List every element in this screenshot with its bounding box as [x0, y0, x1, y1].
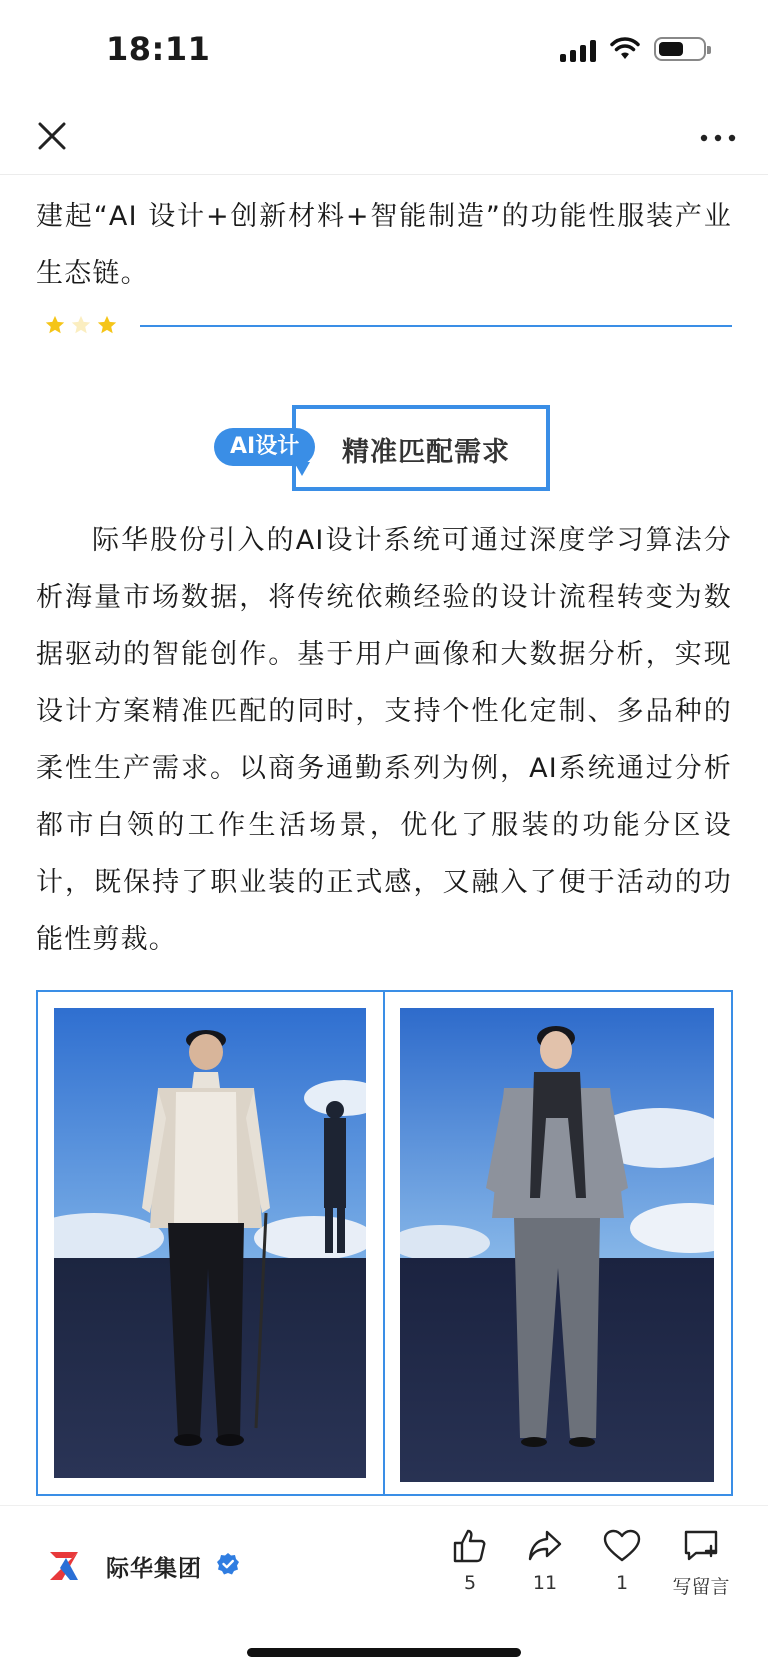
comment-label: 写留言	[672, 1576, 730, 1598]
intro-paragraph: 建起“AI 设计+创新材料+智能制造”的功能性服装产业生态链。	[36, 201, 732, 289]
stars-decoration	[44, 314, 118, 336]
close-icon	[32, 116, 72, 156]
share-count: 11	[532, 1572, 558, 1594]
verified-badge-icon	[216, 1552, 240, 1576]
like-count: 5	[463, 1572, 477, 1594]
heart-icon	[602, 1526, 642, 1566]
section-title: 精准匹配需求	[342, 437, 510, 468]
share-arrow-icon	[525, 1526, 565, 1566]
star-icon	[70, 314, 92, 336]
decorative-divider	[44, 312, 732, 342]
close-button[interactable]	[32, 116, 72, 156]
runway-photo-male-model[interactable]	[54, 1008, 366, 1478]
favorite-count: 1	[615, 1572, 629, 1594]
thumbs-up-icon	[450, 1526, 490, 1566]
tag-pointer	[294, 462, 310, 476]
runway-photo-female-model[interactable]	[400, 1008, 714, 1482]
photo-grid	[36, 990, 733, 1496]
favorite-button[interactable]	[582, 1526, 662, 1594]
comment-add-icon	[681, 1526, 721, 1566]
star-icon	[44, 314, 66, 336]
status-bar	[0, 0, 768, 100]
divider-line	[140, 325, 732, 327]
bottom-bar	[0, 1505, 768, 1666]
article-body	[36, 512, 732, 968]
more-button[interactable]	[698, 118, 738, 158]
brand-logo-icon[interactable]	[46, 1548, 82, 1584]
write-comment-button[interactable]	[659, 1526, 743, 1599]
status-time: 18:11	[106, 30, 211, 68]
nav-bar	[0, 100, 768, 175]
like-button[interactable]	[430, 1526, 510, 1594]
brand-name[interactable]: 际华集团	[106, 1556, 202, 1582]
status-icons	[560, 36, 706, 62]
share-button[interactable]	[505, 1526, 585, 1594]
more-icon	[698, 118, 738, 158]
section-heading	[212, 404, 557, 496]
battery-level	[659, 42, 683, 56]
article-intro	[36, 176, 732, 302]
cellular-signal-icon	[560, 36, 596, 62]
section-tag: AI设计	[214, 428, 315, 466]
battery-icon	[654, 37, 706, 61]
photo-divider	[383, 992, 385, 1494]
wifi-icon	[610, 37, 640, 61]
star-icon	[96, 314, 118, 336]
home-indicator[interactable]	[247, 1648, 521, 1657]
body-paragraph: 际华股份引入的AI设计系统可通过深度学习算法分析海量市场数据，将传统依赖经验的设计流程转变为数据驱动的智能创作。基于用户画像和大数据分析，实现设计方案精准匹配的同时，支持个性化定制、多品种的柔性生产需求。以商务通勤系列为例，AI系统通过分析都市白领的工作生活场景，优化了服装的功能分区设计，既保持了职业装的正式感，又融入了便于活动的功能性剪裁。	[36, 525, 732, 955]
